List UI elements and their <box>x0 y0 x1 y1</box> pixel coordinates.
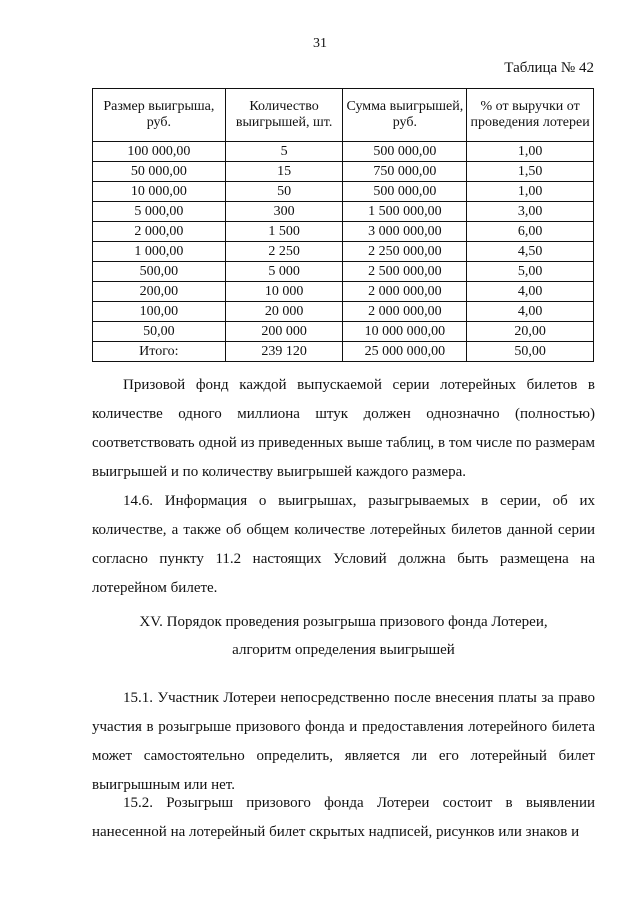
cell-revenue-percent: 1,00 <box>467 142 594 162</box>
cell-revenue-percent: 6,00 <box>467 222 594 242</box>
cell-prize-count: 1 500 <box>225 222 343 242</box>
table-row <box>93 242 594 262</box>
table-row <box>93 162 594 182</box>
cell-prize-sum: 2 000 000,00 <box>343 302 467 322</box>
cell-prize-sum: 500 000,00 <box>343 182 467 202</box>
table-row <box>93 282 594 302</box>
paragraph-14-6: 14.6. Информация о выигрышах, разыгрываемых в серии, об их количестве, а также об общем количестве лотерейных билетов данной серии согласно пункту 11.2 настоящих Условий должна быть размещена на лотерейном билете. <box>92 493 595 596</box>
cell-prize-sum: 2 000 000,00 <box>343 282 467 302</box>
cell-prize-sum: 500 000,00 <box>343 142 467 162</box>
paragraph-15-2: 15.2. Розыгрыш призового фонда Лотереи состоит в выявлении нанесенной на лотерейный билет скрытых надписей, рисунков или знаков и <box>92 795 595 840</box>
table-row <box>93 302 594 322</box>
cell-revenue-percent: 1,00 <box>467 182 594 202</box>
cell-prize-count: 50 <box>225 182 343 202</box>
header-prize-count: Количество выигрышей, шт. <box>225 89 343 142</box>
cell-prize-count: 15 <box>225 162 343 182</box>
prize-table <box>92 88 594 362</box>
cell-prize-size: 500,00 <box>93 262 226 282</box>
section-heading-line1: XV. Порядок проведения розыгрыша призового фонда Лотереи, <box>139 614 548 630</box>
cell-prize-count: 2 250 <box>225 242 343 262</box>
cell-total-label: Итого: <box>93 342 226 362</box>
table-total-row <box>93 342 594 362</box>
cell-revenue-percent: 4,50 <box>467 242 594 262</box>
paragraph-15-1: 15.1. Участник Лотереи непосредственно после внесения платы за право участия в розыгрыше призового фонда и предоставления лотерейного билета может самостоятельно определить, является ли его лотерейный билет выигрышным или нет. <box>92 690 595 793</box>
table-row <box>93 202 594 222</box>
cell-prize-size: 5 000,00 <box>93 202 226 222</box>
cell-prize-sum: 3 000 000,00 <box>343 222 467 242</box>
cell-prize-size: 1 000,00 <box>93 242 226 262</box>
table-row <box>93 142 594 162</box>
cell-total-sum: 25 000 000,00 <box>343 342 467 362</box>
cell-prize-count: 200 000 <box>225 322 343 342</box>
cell-prize-count: 20 000 <box>225 302 343 322</box>
cell-revenue-percent: 20,00 <box>467 322 594 342</box>
header-prize-size: Размер выигрыша, руб. <box>93 89 226 142</box>
cell-revenue-percent: 4,00 <box>467 302 594 322</box>
cell-prize-size: 50 000,00 <box>93 162 226 182</box>
cell-prize-size: 100,00 <box>93 302 226 322</box>
cell-prize-sum: 2 500 000,00 <box>343 262 467 282</box>
cell-prize-sum: 750 000,00 <box>343 162 467 182</box>
cell-prize-size: 200,00 <box>93 282 226 302</box>
cell-prize-size: 100 000,00 <box>93 142 226 162</box>
cell-prize-size: 10 000,00 <box>93 182 226 202</box>
paragraph-prize-fund: Призовой фонд каждой выпускаемой серии лотерейных билетов в количестве одного миллиона штук должен однозначно (полностью) соответствовать одной из приведенных выше таблиц, в том числе по размерам выигрышей и по количеству выигрышей каждого размера. <box>92 377 595 480</box>
cell-prize-count: 300 <box>225 202 343 222</box>
header-revenue-percent: % от выручки от проведения лотереи <box>467 89 594 142</box>
cell-prize-count: 5 000 <box>225 262 343 282</box>
cell-revenue-percent: 4,00 <box>467 282 594 302</box>
cell-total-count: 239 120 <box>225 342 343 362</box>
cell-revenue-percent: 3,00 <box>467 202 594 222</box>
cell-prize-count: 5 <box>225 142 343 162</box>
cell-prize-size: 2 000,00 <box>93 222 226 242</box>
header-prize-sum: Сумма выигрышей, руб. <box>343 89 467 142</box>
table-row <box>93 262 594 282</box>
cell-prize-size: 50,00 <box>93 322 226 342</box>
table-row <box>93 222 594 242</box>
cell-prize-sum: 10 000 000,00 <box>343 322 467 342</box>
cell-revenue-percent: 5,00 <box>467 262 594 282</box>
cell-prize-count: 10 000 <box>225 282 343 302</box>
cell-revenue-percent: 1,50 <box>467 162 594 182</box>
cell-prize-sum: 1 500 000,00 <box>343 202 467 222</box>
table-header-row <box>93 89 594 142</box>
cell-prize-sum: 2 250 000,00 <box>343 242 467 262</box>
page-number: 31 <box>313 36 327 51</box>
section-heading-line2: алгоритм определения выигрышей <box>232 642 455 658</box>
table-row <box>93 322 594 342</box>
table-row <box>93 182 594 202</box>
table-caption: Таблица № 42 <box>504 60 594 76</box>
cell-total-percent: 50,00 <box>467 342 594 362</box>
